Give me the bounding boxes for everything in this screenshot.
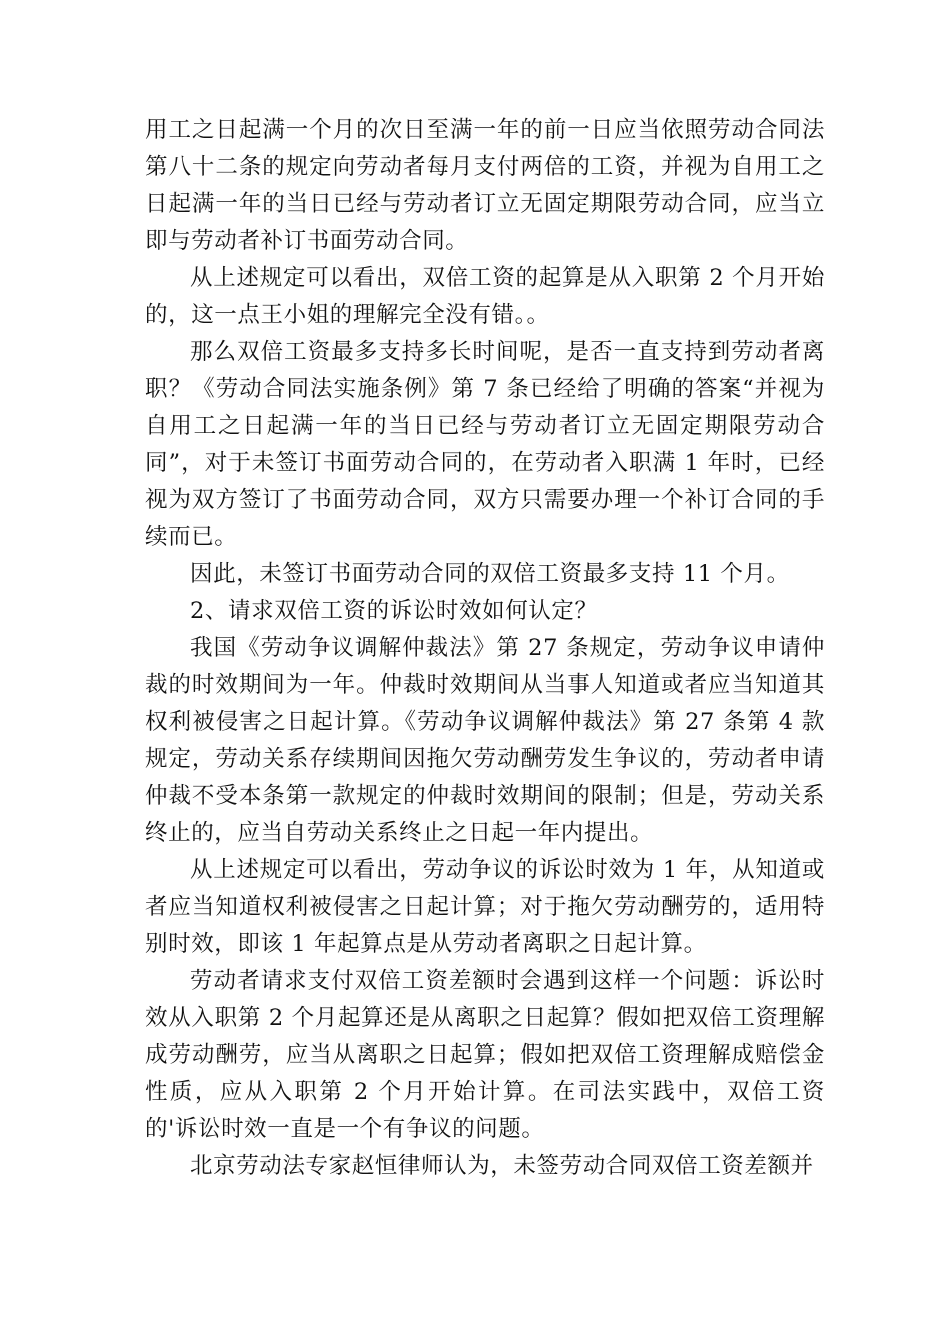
paragraph-6: 我国《劳动争议调解仲裁法》第 27 条规定，劳动争议申请仲裁的时效期间为一年。仲裁时效期间从当事人知道或者应当知道其权利被侵害之日起计算。《劳动争议调解仲裁法》第 27 条第 4 款规定，劳动关系存续期间因拖欠劳动酬劳发生争议的，劳动者申请仲裁不受本条第一款规定的仲裁时效期间的限制；但是，劳动关系终止的，应当自劳动关系终止之日起一年内提出。	[145, 635, 825, 846]
section-heading-2: 2、请求双倍工资的诉讼时效如何认定？	[190, 598, 598, 624]
paragraph-1: 用工之日起满一个月的次日至满一年的前一日应当依照劳动合同法第八十二条的规定向劳动者每月支付两倍的工资，并视为自用工之日起满一年的当日已经与劳动者订立无固定期限劳动合同，应当立即与劳动者补订书面劳动合同。	[145, 117, 825, 254]
paragraph-3: 那么双倍工资最多支持多长时间呢，是否一直支持到劳动者离职？《劳动合同法实施条例》第 7 条已经给了明确的答案“并视为自用工之日起满一年的当日已经与劳动者订立无固定期限劳动合同”，对于未签订书面劳动合同的，在劳动者入职满 1 年时，已经视为双方签订了书面劳动合同，双方只需要办理一个补订合同的手续而已。	[145, 339, 825, 550]
paragraph-2: 从上述规定可以看出，双倍工资的起算是从入职第 2 个月开始的，这一点王小姐的理解完全没有错。。	[145, 265, 825, 328]
paragraph-8: 劳动者请求支付双倍工资差额时会遇到这样一个问题：诉讼时效从入职第 2 个月起算还是从离职之日起算？假如把双倍工资理解成劳动酬劳，应当从离职之日起算；假如把双倍工资理解成赔偿金性质，应从入职第 2 个月开始计算。在司法实践中，双倍工资的'诉讼时效一直是一个有争议的问题。	[145, 968, 825, 1142]
paragraph-9: 北京劳动法专家赵恒律师认为，未签劳动合同双倍工资差额并	[190, 1153, 814, 1179]
paragraph-4: 因此，未签订书面劳动合同的双倍工资最多支持 11 个月。	[190, 561, 790, 587]
paragraph-7: 从上述规定可以看出，劳动争议的诉讼时效为 1 年，从知道或者应当知道权利被侵害之日起计算；对于拖欠劳动酬劳的，适用特别时效，即该 1 年起算点是从劳动者离职之日起计算。	[145, 857, 825, 957]
document-body	[145, 112, 825, 1185]
